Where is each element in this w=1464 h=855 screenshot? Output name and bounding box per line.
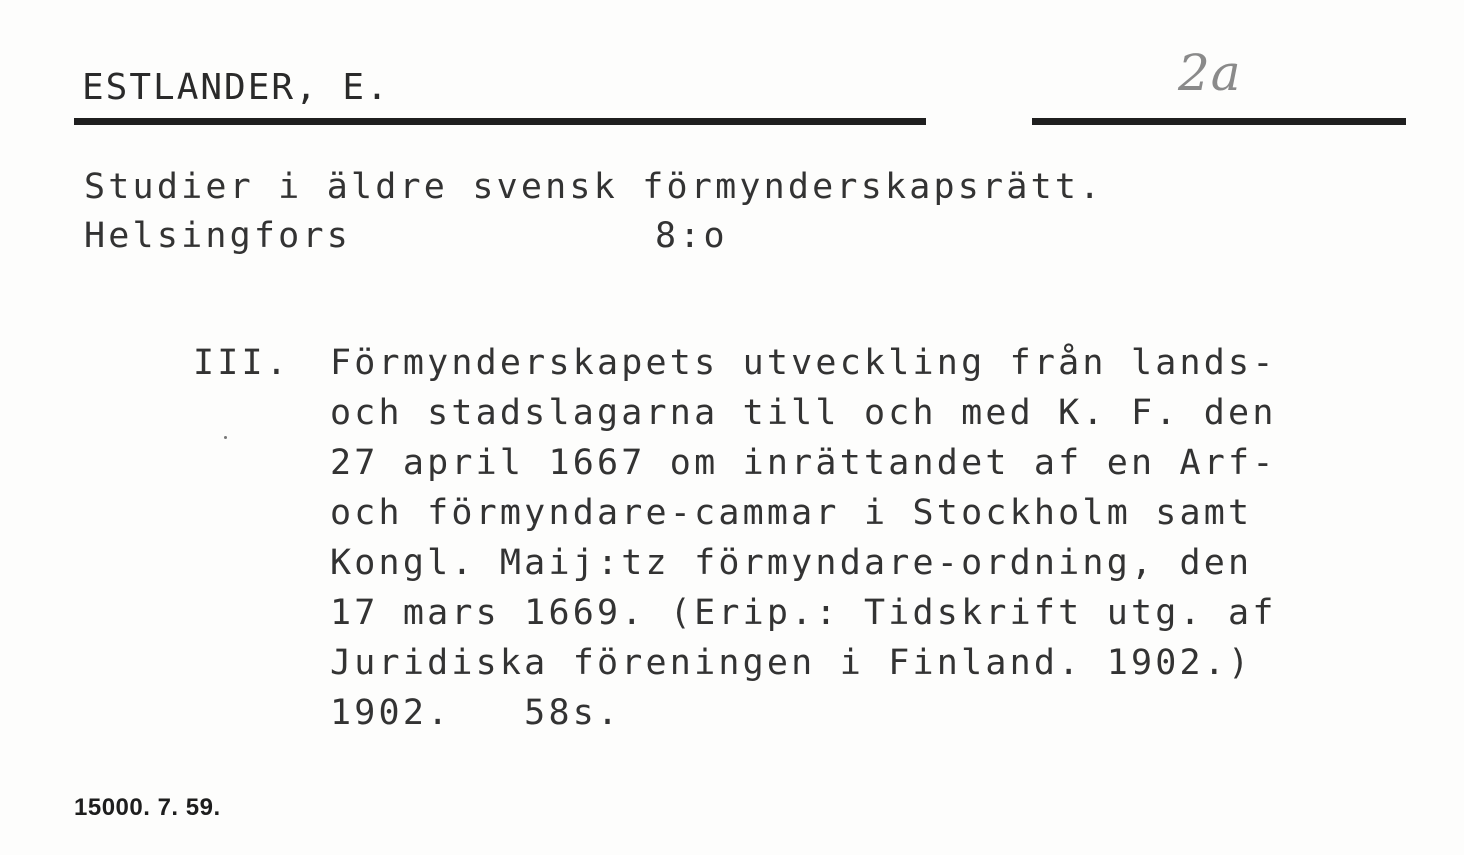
volume-line: Kongl. Maij:tz förmyndare-ordning, den (330, 543, 1253, 583)
book-format: 8:o (655, 216, 728, 256)
handwritten-shelfmark: 2a (1178, 44, 1242, 102)
volume-line: 17 mars 1669. (Erip.: Tidskrift utg. af (330, 593, 1277, 633)
volume-number: III. (193, 343, 291, 383)
print-code: 15000. 7. 59. (74, 794, 221, 821)
volume-line: och förmyndare-cammar i Stockholm samt (330, 493, 1253, 533)
author-heading: ESTLANDER, E. (82, 67, 390, 108)
volume-line: 1902. 58s. (330, 693, 622, 733)
volume-line: 27 april 1667 om inrättandet af en Arf- (330, 443, 1277, 483)
publication-place: Helsingfors (84, 216, 351, 256)
volume-line: och stadslagarna till och med K. F. den (330, 393, 1277, 433)
paper-speck (224, 436, 227, 439)
work-title: Studier i äldre svensk förmynderskapsrätt. (84, 167, 1104, 207)
heading-rule-left (74, 118, 926, 125)
heading-rule-right (1032, 118, 1406, 125)
volume-line: Förmynderskapets utveckling från lands- (330, 343, 1277, 383)
volume-line: Juridiska föreningen i Finland. 1902.) (330, 643, 1253, 683)
